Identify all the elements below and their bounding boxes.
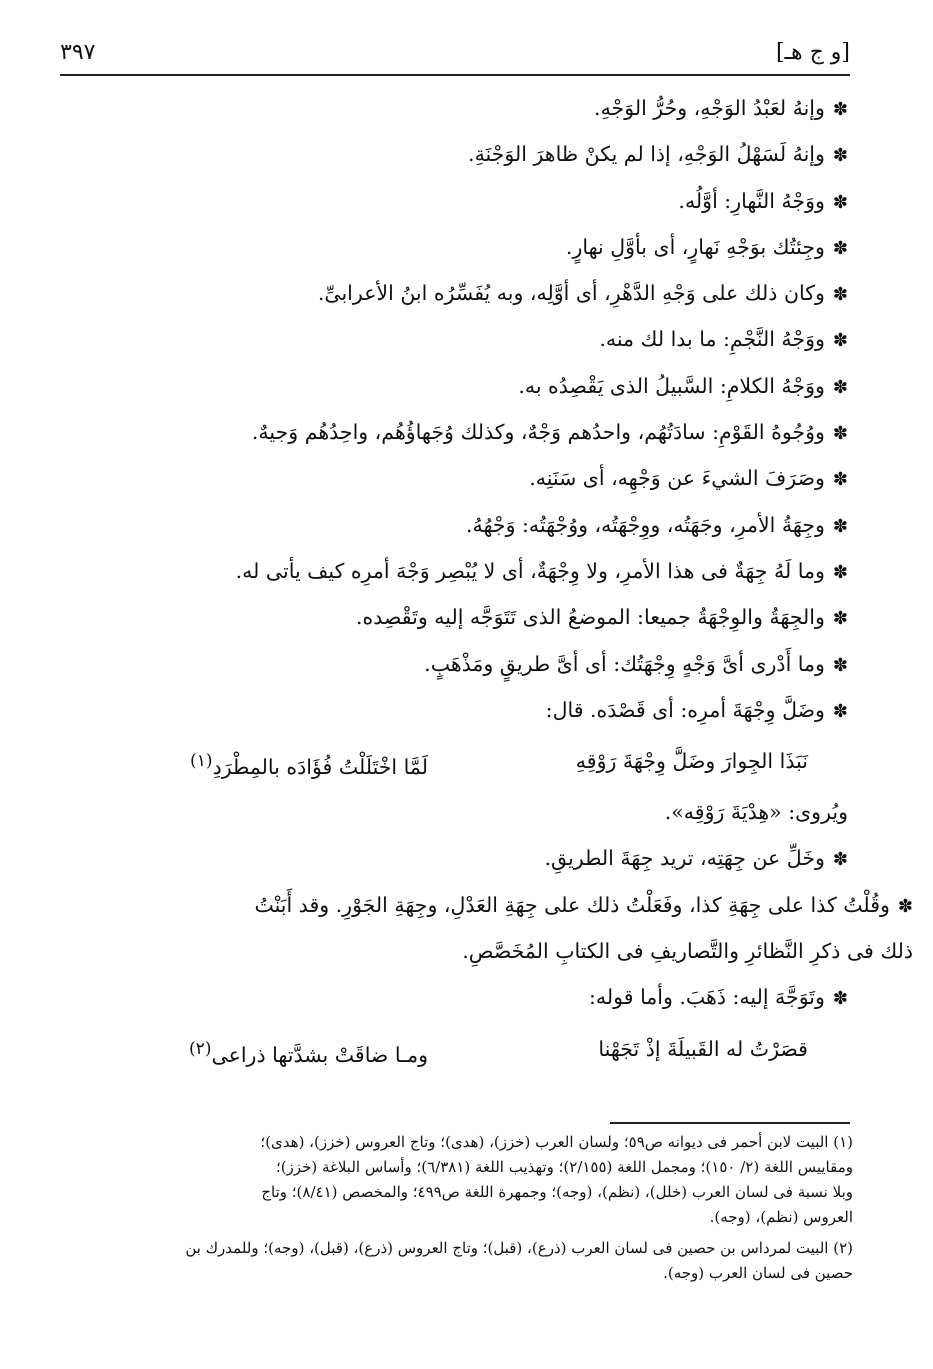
asterisk-icon: ✽ bbox=[832, 515, 848, 537]
footnote-line: ومقاييس اللغة (٢/ ١٥٠)؛ ومجمل اللغة (٢/١٥٥)؛ وتهذيب اللغة (٦/٣٨١)؛ وأساس البلاغة (خزز)؛ bbox=[275, 1158, 853, 1176]
entry-line: ✽وإنهُ لعَبْدُ الوَجْهِ، وحُرُّ الوَجْهِ. bbox=[594, 96, 848, 120]
variant-reading-line: ويُروى: «هِدْيَةَ رَوْقِه». bbox=[664, 800, 848, 825]
page-number: ٣٩٧ bbox=[60, 40, 96, 65]
asterisk-icon: ✽ bbox=[897, 895, 913, 917]
asterisk-icon: ✽ bbox=[832, 330, 848, 352]
asterisk-icon: ✽ bbox=[832, 99, 848, 120]
entry-line: ✽وصَرَفَ الشيءَ عن وَجْهِه، أى سَنَنِه. bbox=[529, 466, 848, 491]
entry-line: ✽وجِهَةُ الأمرِ، وجَهَتُه، ووِجْهَتُه، ووُجْهَتُه: وَجْهُهُ. bbox=[465, 512, 848, 537]
entry-line: ✽وكان ذلك على وَجْهِ الدَّهْرِ، أى أوَّلِه، وبه يُفَسِّرُه ابنُ الأعرابىِّ. bbox=[317, 281, 848, 306]
asterisk-icon: ✽ bbox=[832, 145, 848, 167]
verse-first-hemistich: قصَرْتُ له القَبيلَةَ إذْ تَجَهْنا bbox=[598, 1036, 808, 1061]
asterisk-icon: ✽ bbox=[832, 561, 848, 583]
entry-line: ✽وإنهُ لَسَهْلُ الوَجْهِ، إذا لم يكنْ ظاهرَ الوَجْنَةِ. bbox=[468, 142, 848, 167]
footnote-rule bbox=[610, 1122, 850, 1124]
entry-line: ✽وما لَهُ جِهَةٌ فى هذا الأمرِ، ولا وِجْهَةٌ، أى لا يُبْصِر وَجْهَ أمرِه كيف يأتى له. bbox=[235, 558, 848, 583]
asterisk-icon: ✽ bbox=[832, 849, 848, 871]
entry-line: ✽ووُجُوهُ القَوْمِ: سادَتُهُم، واحدُهم وَجْهٌ، وكذلك وُجَهاؤُهُم، واحِدُهُم وَجيهٌ. bbox=[251, 420, 848, 445]
verse-quotation-2 bbox=[88, 1021, 848, 1077]
asterisk-icon: ✽ bbox=[832, 988, 848, 1010]
verse-first-hemistich: نَبَذَا الجِوارَ وضَلَّ وِجْهَةَ رَوْقِهِ bbox=[575, 749, 808, 774]
asterisk-icon: ✽ bbox=[832, 376, 848, 398]
verse-second-hemistich: ومـا ضاقَتْ بشدَّتها ذراعى$^{(٢)}$ bbox=[189, 1038, 428, 1067]
asterisk-icon: ✽ bbox=[832, 469, 848, 491]
verse-second-hemistich: لَمَّا اخْتَلَلْتُ فُؤَادَه بالمِطْرَدِ$^{(١)}$ bbox=[190, 751, 428, 779]
entry-line-continued: ذلك فى ذكرِ النَّظائرِ والتَّصاريفِ فى الكتابِ المُخَصَّصِ. bbox=[462, 939, 913, 964]
footnote-ref: (١) bbox=[190, 751, 213, 772]
asterisk-icon: ✽ bbox=[832, 654, 848, 676]
asterisk-icon: ✽ bbox=[832, 237, 848, 259]
footnote-line: (٢) البيت لمرداس بن حصين فى لسان العرب (ذرع)، (قبل)؛ وتاج العروس (ذرع)، (قبل)، (وجه)؛ وللمدرك بن bbox=[185, 1239, 853, 1257]
entry-line: ✽ووَجْهُ الكلامِ: السَّبيلُ الذى يَقْصِدُه به. bbox=[518, 373, 848, 398]
entry-line: ✽وجِئتُك بوَجْهِ نَهارٍ، أى بأوَّلِ نهارٍ. bbox=[565, 234, 848, 259]
entry-line: ✽وتَوَجَّهَ إليه: ذَهَبَ. وأما قوله: bbox=[589, 985, 848, 1010]
footnote-line: العروس (نظم)، (وجه). bbox=[709, 1208, 853, 1226]
footnote-line: (١) البيت لابن أحمر فى ديوانه ص٥٩؛ ولسان العرب (خزز)، (هدى)؛ وتاج العروس (خزز)، (هدى)؛ bbox=[260, 1133, 853, 1151]
page-header bbox=[60, 40, 850, 72]
entry-line: ✽وخَلِّ عن جِهَتِه، تريد جِهَةَ الطريقِ. bbox=[544, 846, 848, 871]
entry-body bbox=[88, 85, 913, 1077]
asterisk-icon: ✽ bbox=[832, 608, 848, 630]
asterisk-icon: ✽ bbox=[832, 191, 848, 213]
asterisk-icon: ✽ bbox=[832, 700, 848, 722]
footnotes bbox=[83, 1130, 853, 1286]
verse-quotation-1 bbox=[88, 733, 848, 789]
entry-line: ✽وما أَدْرى أىَّ وَجْهٍ وِجْهَتُك: أى أىَّ طريقٍ ومَذْهَبٍ. bbox=[424, 651, 848, 676]
entry-line: ✽ووَجْهُ النَّجْمِ: ما بدا لك منه. bbox=[599, 327, 848, 352]
entry-line: ✽وقُلْتُ كذا على جِهَةِ كذا، وفَعَلْتُ ذلك على جِهَةِ العَدْلِ، وجِهَةِ الجَوْرِ. وقد أَبَنْتُ bbox=[254, 892, 913, 917]
footnote-ref: (٢) bbox=[189, 1038, 212, 1059]
footnote-line: حصين فى لسان العرب (وجه). bbox=[663, 1264, 853, 1282]
entry-line: ✽ووَجْهُ النَّهارِ: أوَّلُه. bbox=[678, 188, 848, 213]
asterisk-icon: ✽ bbox=[832, 284, 848, 306]
entry-line: ✽والجِهَةُ والوِجْهَةُ جميعا: الموضعُ الذى تَتَوَجَّه إليه وتَقْصِده. bbox=[355, 605, 848, 630]
asterisk-icon: ✽ bbox=[832, 423, 848, 445]
root-letters-heading: [و ج هـ] bbox=[775, 40, 850, 65]
footnote-line: وبلا نسبة فى لسان العرب (خلل)، (نظم)، (وجه)؛ وجمهرة اللغة ص٤٩٩؛ والمخصص (٨/٤١)؛ وتاج bbox=[261, 1183, 853, 1201]
header-rule bbox=[60, 74, 850, 76]
entry-line: ✽وضَلَّ وِجْهَةَ أمرِه: أى قَصْدَه. قال: bbox=[545, 697, 848, 722]
